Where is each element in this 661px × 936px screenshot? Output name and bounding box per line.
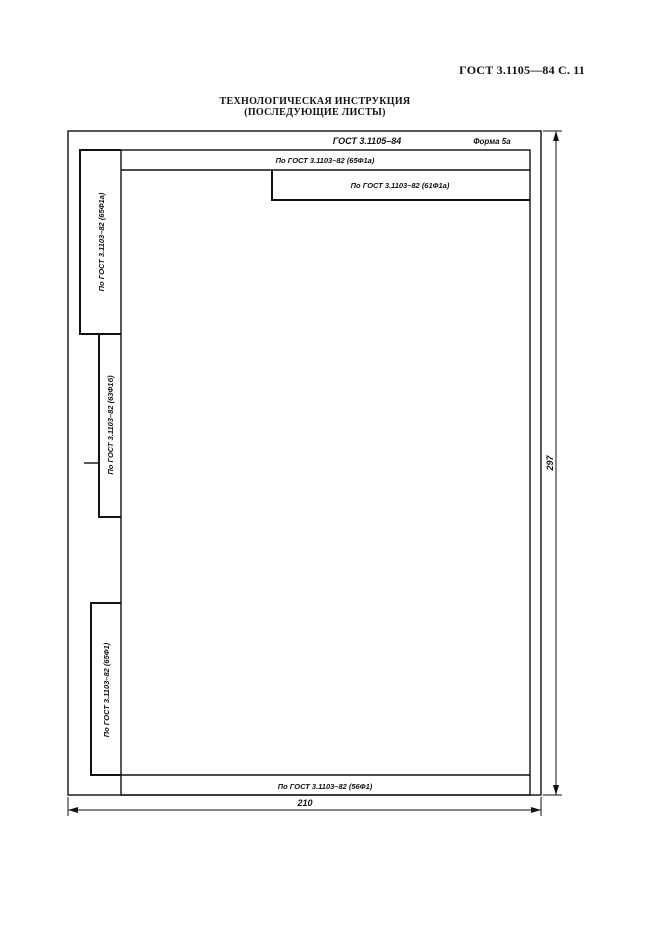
form-standard-label: ГОСТ 3.1105–84 xyxy=(332,136,402,146)
document-title: ТЕХНОЛОГИЧЕСКАЯ ИНСТРУКЦИЯ xyxy=(219,96,411,107)
document-subtitle: (ПОСЛЕДУЮЩИЕ ЛИСТЫ) xyxy=(244,107,386,118)
dim-width-arrow-right xyxy=(531,807,541,813)
dim-width-value: 210 xyxy=(297,798,313,808)
block-top-label: По ГОСТ 3.1103–82 (65Ф1а) xyxy=(275,156,375,165)
block-left-2-label: По ГОСТ 3.1103–82 (63Ф1б) xyxy=(106,375,115,475)
dim-height-arrow-top xyxy=(553,131,559,141)
form-name-label: Форма 5а xyxy=(473,137,511,146)
page-reference: ГОСТ 3.1105—84 С. 11 xyxy=(459,63,585,77)
block-left-3-label: По ГОСТ 3.1103–82 (65Ф1) xyxy=(102,642,111,738)
block-left-1-label: По ГОСТ 3.1103–82 (65Ф1а) xyxy=(97,192,106,292)
block-top-sub-label: По ГОСТ 3.1103–82 (61Ф1а) xyxy=(350,181,450,190)
dim-height-value: 297 xyxy=(545,455,555,471)
inner-frame xyxy=(121,150,530,795)
block-bottom-label: По ГОСТ 3.1103–82 (56Ф1) xyxy=(277,782,373,791)
dim-width-arrow-left xyxy=(68,807,78,813)
dim-height-arrow-bottom xyxy=(553,785,559,795)
sheet-outer-frame xyxy=(68,131,541,795)
